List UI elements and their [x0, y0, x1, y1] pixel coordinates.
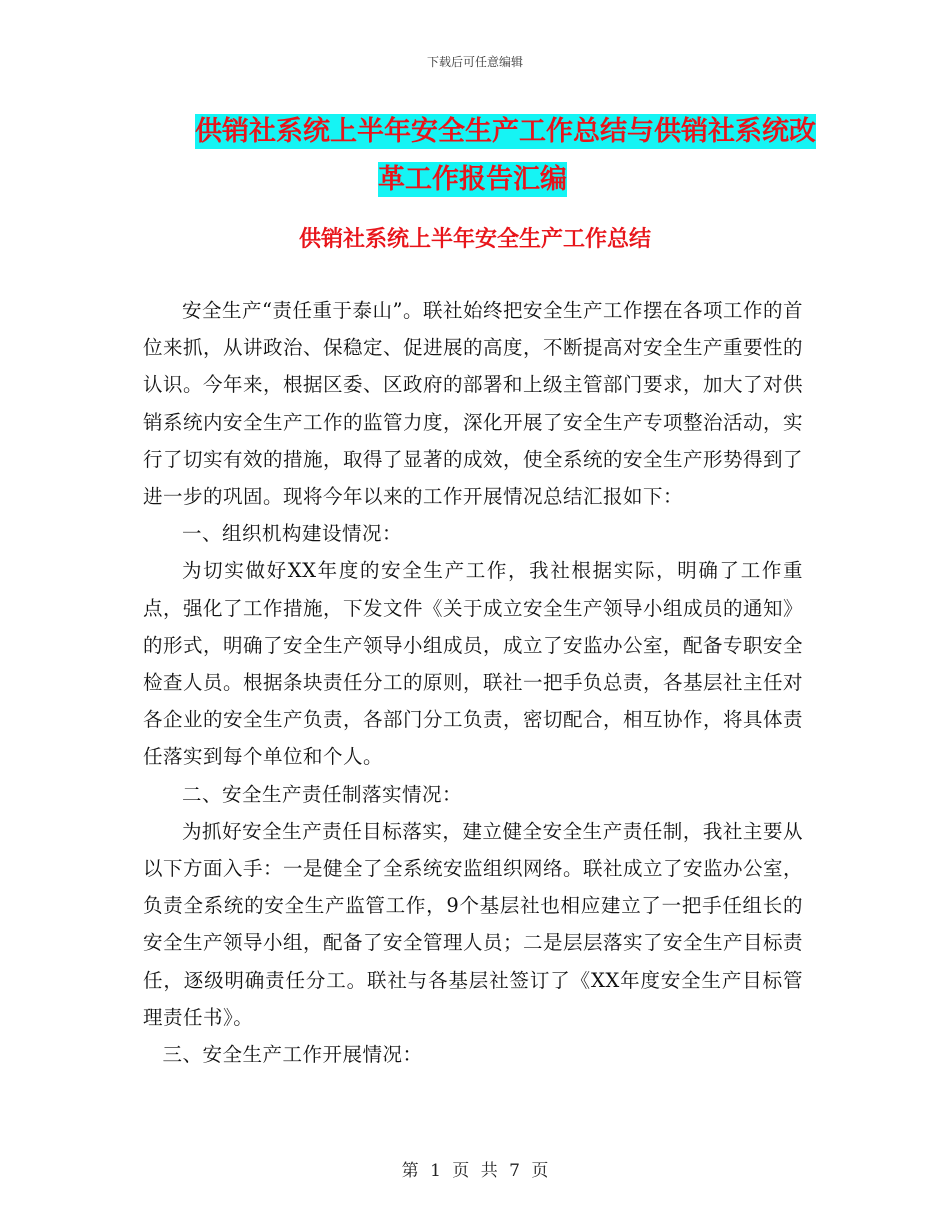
- paragraph-responsibility: 为抓好安全生产责任目标落实，建立健全安全生产责任制，我社主要从以下方面入手：一是健全了全系统安监组织网络。联社成立了安监办公室，负责全系统的安全生产监管工作，9个基层社也相应建立了一把手任组长的安全生产领导小组，配备了安全管理人员；二是层层落实了安全生产目标责任，逐级明确责任分工。联社与各基层社签订了《XX年度安全生产目标管理责任书》。: [143, 819, 804, 1029]
- heading-responsibility: 二、安全生产责任制落实情况：: [182, 782, 463, 806]
- page-header-note: 下载后可任意编辑: [426, 55, 523, 69]
- heading-organization: 一、组织机构建设情况：: [182, 522, 403, 546]
- title-line-1: 供销社系统上半年安全生产工作总结与供销社系统改: [195, 116, 816, 147]
- paragraph-intro: 安全生产“责任重于泰山”。联社始终把安全生产工作摆在各项工作的首位来抓，从讲政治、保稳定、促进展的高度，不断提高对安全生产重要性的认识。今年来，根据区委、区政府的部署和上级主管部门要求，加大了对供销系统内安全生产工作的监管力度，深化开展了安全生产专项整治活动，实行了切实有效的措施，取得了显著的成效，使全系统的安全生产形势得到了进一步的巩固。现将今年以来的工作开展情况总结汇报如下：: [143, 299, 804, 509]
- paragraph-organization: 为切实做好XX年度的安全生产工作，我社根据实际，明确了工作重点，强化了工作措施，下发文件《关于成立安全生产领导小组成员的通知》的形式，明确了安全生产领导小组成员，成立了安监办公室，配备专职安全检查人员。根据条块责任分工的原则，联社一把手负总责，各基层社主任对各企业的安全生产负责，各部门分工负责，密切配合，相互协作，将具体责任落实到每个单位和个人。: [143, 559, 804, 769]
- title-line-2: 革工作报告汇编: [378, 164, 567, 195]
- heading-work-progress: 三、安全生产工作开展情况：: [162, 1043, 423, 1067]
- page-number: 第 1 页 共 7 页: [401, 1161, 549, 1181]
- document-title: [195, 108, 816, 204]
- body-text: [143, 292, 803, 1073]
- section-title: 供销社系统上半年安全生产工作总结: [298, 227, 651, 252]
